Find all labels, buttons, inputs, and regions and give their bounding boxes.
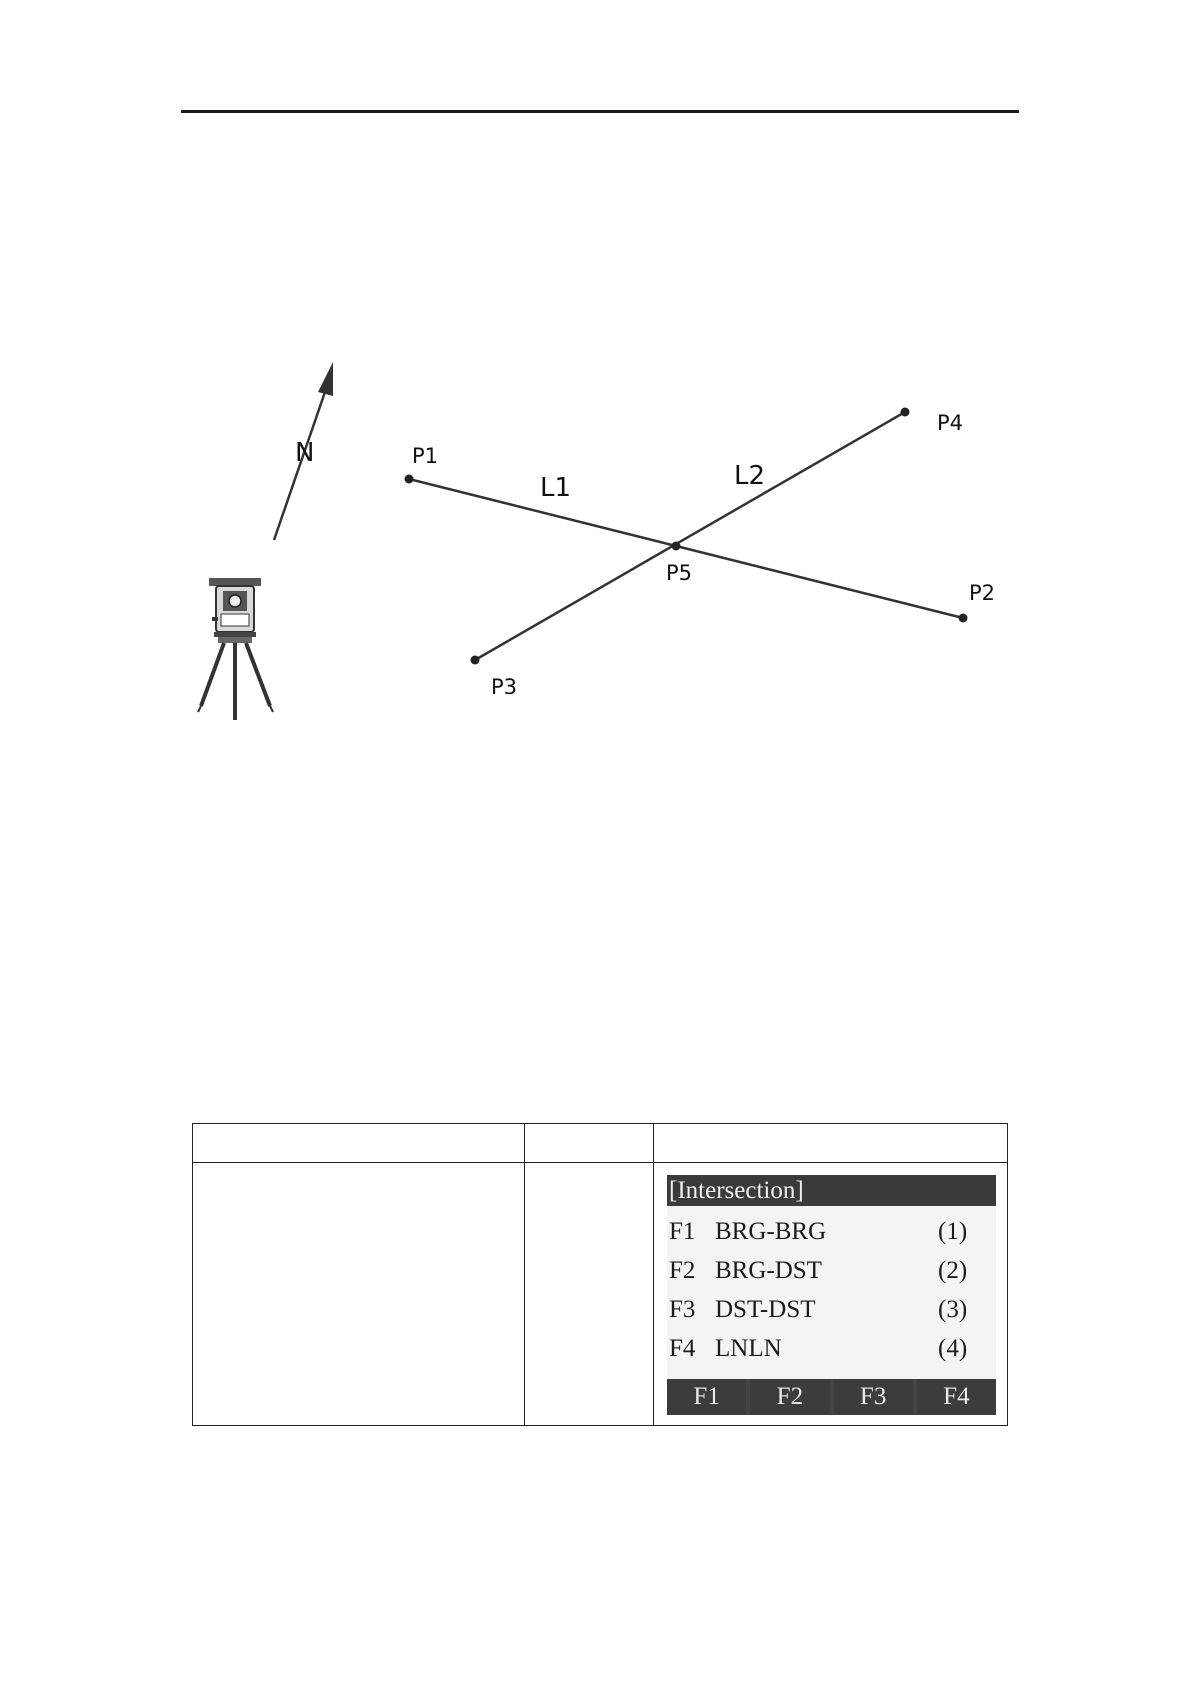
lcd-menu-item[interactable]: [667, 1290, 996, 1329]
lcd-menu-label: BRG-BRG: [715, 1218, 827, 1245]
lcd-screen: [667, 1175, 996, 1415]
point-p5-marker: [672, 542, 681, 551]
point-p2-marker: [959, 614, 968, 623]
procedure-table: [192, 1123, 1008, 1426]
point-p1-marker: [405, 475, 414, 484]
table-header-cell: [525, 1124, 654, 1163]
softkey-f3-button[interactable]: F3: [834, 1379, 913, 1415]
total-station-icon: [198, 578, 273, 720]
table-cell: [193, 1163, 525, 1426]
intersection-diagram: [0, 0, 1191, 760]
table-row: [193, 1163, 1008, 1426]
line-l2-label: L2: [734, 461, 766, 491]
softkey-f1-button[interactable]: F1: [667, 1379, 746, 1415]
table-header-cell: [193, 1124, 525, 1163]
lcd-menu-label: DST-DST: [715, 1296, 816, 1323]
table-header-cell: [654, 1124, 1008, 1163]
line-l2: [475, 412, 905, 660]
lcd-menu-number: (4): [938, 1335, 968, 1362]
lcd-menu-number: (1): [938, 1218, 968, 1245]
point-p2-label: P2: [969, 581, 996, 605]
table-header-row: [193, 1124, 1008, 1163]
lcd-menu-number: (2): [938, 1257, 968, 1284]
lcd-menu-item[interactable]: [667, 1212, 996, 1251]
lcd-frame: [654, 1163, 1007, 1425]
lcd-menu-key: F3: [669, 1296, 696, 1323]
point-p5-label: P5: [666, 561, 693, 585]
lcd-menu: [667, 1206, 996, 1368]
lcd-menu-key: F4: [669, 1335, 696, 1362]
softkey-f4-button[interactable]: F4: [917, 1379, 996, 1415]
lcd-menu-item[interactable]: [667, 1251, 996, 1290]
lcd-title: [Intersection]: [667, 1175, 996, 1206]
north-label: N: [295, 438, 315, 468]
softkey-f2-button[interactable]: F2: [750, 1379, 829, 1415]
line-l1-label: L1: [540, 473, 572, 503]
point-p4-label: P4: [937, 411, 964, 435]
lcd-menu-key: F1: [669, 1218, 696, 1245]
table-cell: [525, 1163, 654, 1426]
lcd-menu-label: BRG-DST: [715, 1257, 822, 1284]
point-p3-marker: [471, 656, 480, 665]
table-cell-lcd: [654, 1163, 1008, 1426]
line-l1: [409, 479, 963, 618]
north-arrow-head: [318, 362, 333, 396]
point-p3-label: P3: [491, 675, 518, 699]
point-p1-label: P1: [412, 444, 439, 468]
lcd-menu-item[interactable]: [667, 1329, 996, 1368]
lcd-softkey-bar: [667, 1379, 996, 1415]
lcd-menu-number: (3): [938, 1296, 968, 1323]
lcd-menu-key: F2: [669, 1257, 696, 1284]
point-p4-marker: [901, 408, 910, 417]
lcd-menu-label: LNLN: [715, 1335, 782, 1362]
